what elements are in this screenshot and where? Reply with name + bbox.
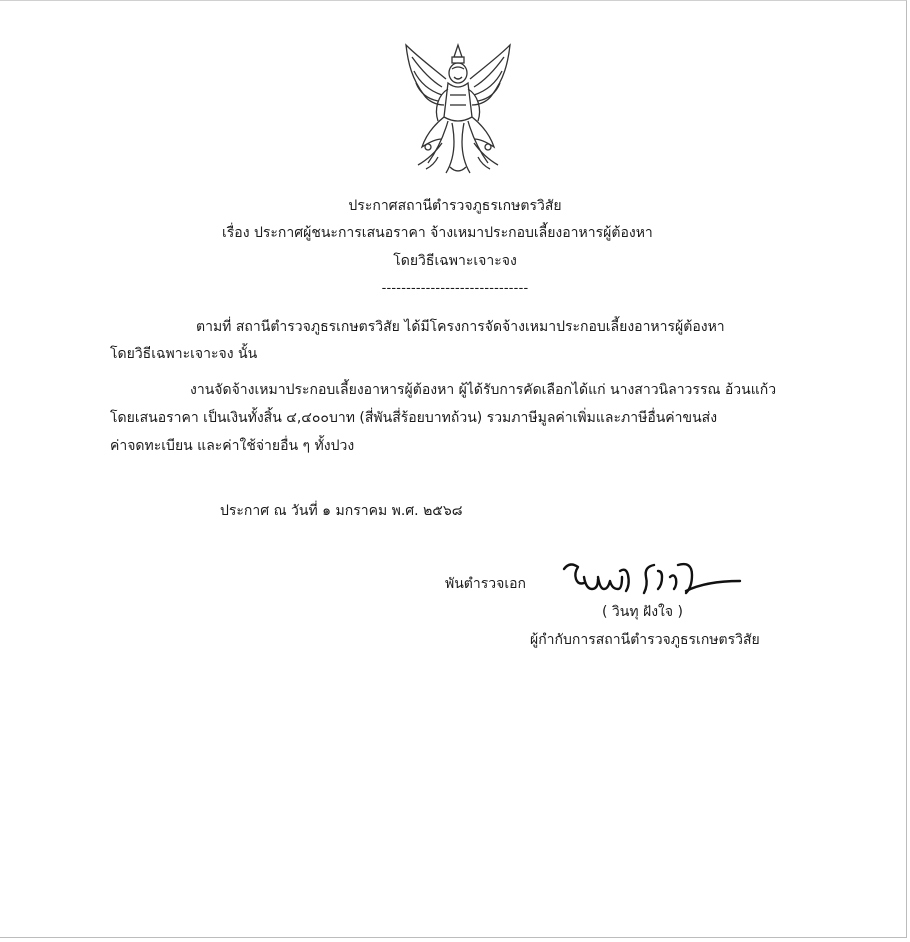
handwritten-signature — [558, 557, 744, 599]
heading-subject: เรื่อง ประกาศผู้ชนะการเสนอราคา จ้างเหมาประกอบเลี้ยงอาหารผู้ต้องหา — [222, 225, 653, 241]
announce-date: ประกาศ ณ วันที่ ๑ มกราคม พ.ศ. ๒๕๖๘ — [220, 503, 463, 519]
paragraph-1-line-1: ตามที่ สถานีตำรวจภูธรเกษตรวิสัย ได้มีโครงการจัดจ้างเหมาประกอบเลี้ยงอาหารผู้ต้องหา — [196, 319, 725, 335]
garuda-emblem-icon — [398, 39, 518, 181]
signer-rank: พันตำรวจเอก — [445, 576, 527, 592]
heading-title: ประกาศสถานีตำรวจภูธรเกษตรวิสัย — [348, 198, 562, 214]
paragraph-2-line-2: โดยเสนอราคา เป็นเงินทั้งสิ้น ๔,๔๐๐บาท (สี่พันสี่ร้อยบาทถ้วน) รวมภาษีมูลค่าเพิ่มและภาษีอื่นค่าขนส่ง — [110, 410, 718, 426]
paragraph-2-line-3: ค่าจดทะเบียน และค่าใช้จ่ายอื่น ๆ ทั้งปวง — [110, 438, 355, 454]
signer-name: ( วินทุ ฝังใจ ) — [602, 604, 684, 620]
paragraph-2-line-1: งานจัดจ้างเหมาประกอบเลี้ยงอาหารผู้ต้องหา ผู้ได้รับการคัดเลือกได้แก่ นางสาวนิลาวรรณ อ้วนแก้ว — [190, 382, 777, 398]
paragraph-1-line-2: โดยวิธีเฉพาะเจาะจง นั้น — [110, 346, 258, 362]
signer-position: ผู้กำกับการสถานีตำรวจภูธรเกษตรวิสัย — [530, 632, 760, 648]
heading-divider: ------------------------------ — [381, 281, 529, 296]
heading-method: โดยวิธีเฉพาะเจาะจง — [393, 253, 517, 269]
